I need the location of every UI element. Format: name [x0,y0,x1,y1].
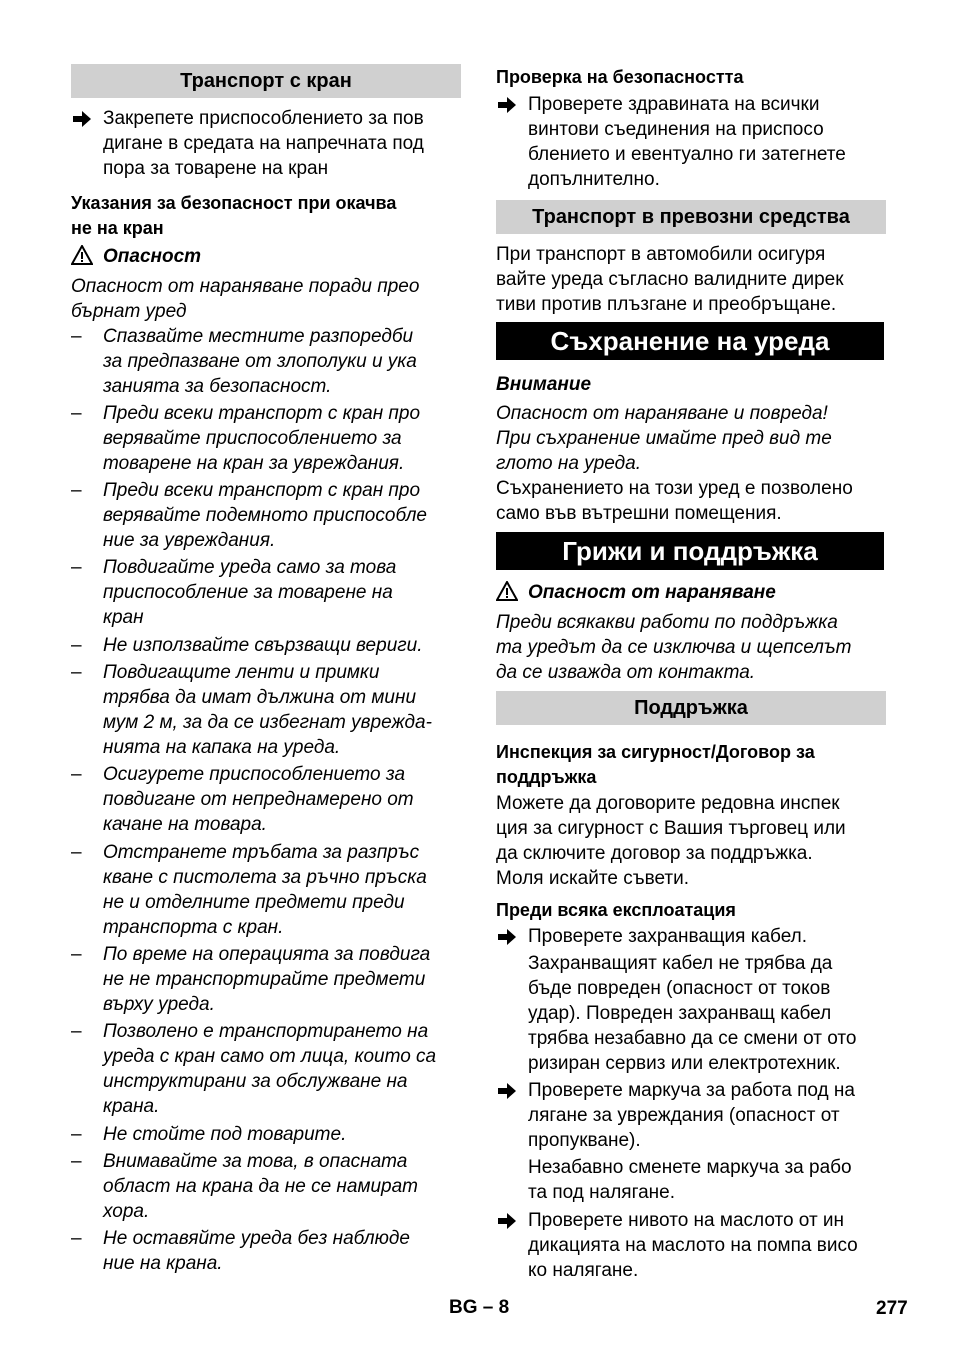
text-line: Осигурете приспособлението за [103,764,406,785]
subheading-line: не на кран [71,218,164,238]
text-line: Проверете маркуча за работа под на [528,1080,855,1101]
arrow-right-icon [73,111,91,127]
dash-marker: – [71,1151,82,1172]
text-line: Позволено е транспортирането на [103,1021,429,1042]
text-line: да се изважда от контакта. [496,662,756,683]
text-line: Преди всеки транспорт с кран про [103,480,421,501]
dash-marker: – [71,662,82,683]
text-line: за предпазване от злополуки и ука [103,351,417,372]
subheading-safety-check: Проверка на безопасността [496,67,744,87]
text-line: Не оставяйте уреда без наблюде [103,1228,410,1249]
text-line: тиви против плъзгане и преобръщане. [496,294,837,315]
arrow-right-icon [498,97,516,113]
text-line: Съхранението на този уред е позволено [496,478,853,499]
chapter-header-care: Грижи и поддръжка [496,532,884,570]
dash-marker: – [71,635,82,656]
text-line: ние за увреждания. [103,530,276,551]
text-line: ко налягане. [528,1260,639,1281]
text-line: та под налягане. [528,1182,675,1203]
text-line: глото на уреда. [496,453,641,474]
arrow-right-icon [498,1083,516,1099]
text-line: блението и евентуално ги затегнете [528,144,846,165]
section-header-transport-crane: Транспорт с кран [71,64,461,98]
text-line: Спазвайте местните разпоредби [103,326,414,347]
text-line: дигане в средата на напречната под [103,133,424,154]
dash-marker: – [71,764,82,785]
dash-marker: – [71,403,82,424]
text-line: товарене на кран за увреждания. [103,453,405,474]
dash-marker: – [71,1124,82,1145]
text-line: пропукване). [528,1130,641,1151]
text-line: транспорта с кран. [103,917,284,938]
text-line: та уредът да се изключва и щепселът [496,637,852,658]
inspection-text [496,791,846,891]
text-line: Опасност от нараняване и повреда! [496,403,828,424]
text-line: мум 2 м, за да се избегнат уврежда- [103,712,432,733]
text-line: не не транспортирайте предмети [103,969,426,990]
text-line: Не използвайте свързващи вериги. [103,635,423,656]
text-line: трябва незабавно да се смени от ото [528,1028,857,1049]
dash-marker: – [71,557,82,578]
dash-marker: – [71,1228,82,1249]
text-line: качане на товара. [103,814,267,835]
subheading-line: Инспекция за сигурност/Договор за [496,742,815,762]
text-line: Закрепете приспособлението за пов [103,108,424,129]
text-line: Повдигайте уреда само за това [103,557,397,578]
danger-label: Опасност [103,246,202,267]
section-header-maintenance: Поддръжка [496,691,886,725]
dash-marker: – [71,842,82,863]
vehicle-transport-text [496,242,844,317]
warning-triangle-icon [71,245,93,265]
danger-text [71,274,419,324]
text-line: не и отделните предмети преди [103,892,405,913]
text-line: Не стойте под товарите. [103,1124,347,1145]
text-line: Проверете захранващия кабел. [528,926,808,947]
text-line: хора. [103,1201,150,1222]
text-line: удар). Повреден захранващ кабел [528,1003,832,1024]
care-danger-text [496,610,852,685]
text-line: Проверете здравината на всички [528,94,820,115]
text-line: ция за сигурност с Вашия търговец или [496,818,846,839]
text-line: повдигане от непреднамерено от [103,789,414,810]
text-line: бъде повреден (опасност от токов [528,978,831,999]
text-line: лягане за увреждания (опасност от [528,1105,840,1126]
text-line: верявайте подемното приспособле [103,505,427,526]
text-line: вайте уреда съгласно валидните дирек [496,269,844,290]
text-line: бърнат уред [71,301,187,322]
text-line: Захранващият кабел не трябва да [528,953,833,974]
arrow-right-icon [498,1213,516,1229]
text-line: Отстранете тръбата за разпръс [103,842,420,863]
text-line: Внимавайте за това, в опасната [103,1151,408,1172]
text-line: да сключите договор за поддръжка. [496,843,813,864]
text-line: Можете да договорите редовна инспек [496,793,840,814]
text-line: само във вътрешни помещения. [496,503,782,524]
text-line: При съхранение имайте пред вид те [496,428,832,449]
caution-text [496,401,853,526]
text-line: приспособление за товарене на [103,582,393,603]
text-line: верявайте приспособлението за [103,428,402,449]
chapter-header-storage: Съхранение на уреда [496,322,884,360]
section-header-vehicle-transport: Транспорт в превозни средства [496,200,886,234]
footer-lang-page: BG – 8 [449,1297,510,1318]
text-line: занията за безопасност. [103,376,332,397]
text-line: По време на операцията за повдига [103,944,431,965]
text-line: уреда с кран само от лица, които са [103,1046,437,1067]
text-line: инструктирани за обслужване на [103,1071,408,1092]
text-line: Проверете нивото на маслото от ин [528,1210,845,1231]
text-line: Незабавно сменете маркуча за рабо [528,1157,852,1178]
text-line: Опасност от нараняване поради прео [71,276,420,297]
text-line: кване с пистолета за ръчно пръска [103,867,427,888]
text-line: Преди всякакви работи по поддръжка [496,612,838,633]
text-line: Моля искайте съвети. [496,868,689,889]
dash-marker: – [71,480,82,501]
text-line: винтови съединения на приспосо [528,119,824,140]
footer-page-number: 277 [876,1298,908,1319]
text-line: ние на крана. [103,1253,223,1274]
inspection-title [496,740,815,790]
text-line: допълнително. [528,169,660,190]
text-line: ризиран сервиз или електротехник. [528,1053,841,1074]
text-line: трябва да имат дължина от мини [103,687,417,708]
safety-title [71,191,396,241]
text-line: крана. [103,1096,160,1117]
text-line: Преди всеки транспорт с кран про [103,403,421,424]
text-line: Повдигащите ленти и примки [103,662,380,683]
text-line: При транспорт в автомобили осигуря [496,244,826,265]
text-line: дикацията на маслото на помпа висо [528,1235,858,1256]
dash-marker: – [71,326,82,347]
subheading-line: Указания за безопасност при окачва [71,193,397,213]
subheading-before-operation: Преди всяка експлоатация [496,900,736,920]
text-line: пора за товарене на кран [103,158,329,179]
text-line: област на крана да не се намират [103,1176,419,1197]
warning-triangle-icon [496,581,518,601]
dash-marker: – [71,944,82,965]
text-line: нията на капака на уреда. [103,737,341,758]
caution-label: Внимание [496,374,592,395]
dash-marker: – [71,1021,82,1042]
text-line: върху уреда. [103,994,215,1015]
danger-label: Опасност от нараняване [528,582,776,603]
arrow-right-icon [498,929,516,945]
subheading-line: поддръжка [496,767,597,787]
text-line: кран [103,607,144,628]
